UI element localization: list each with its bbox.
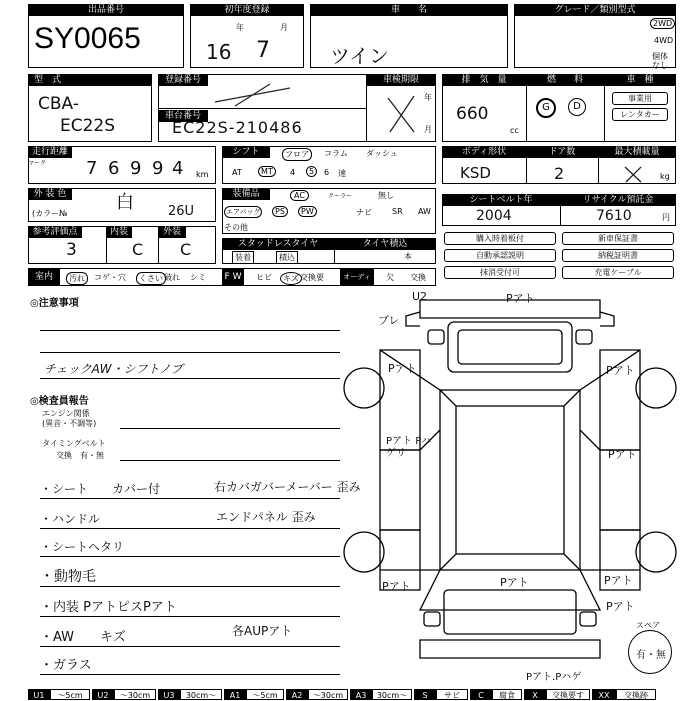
- interior-stain: シミ: [190, 273, 206, 282]
- inspect-x-mark: [384, 92, 418, 136]
- lot-label: 出品番号: [28, 4, 184, 16]
- interior-value: C: [132, 240, 144, 259]
- interior-tear: 破れ: [164, 273, 180, 282]
- reg-divider: [158, 108, 366, 109]
- name-label: 車 名: [310, 4, 508, 16]
- inspect-month: 月: [424, 125, 432, 134]
- cartype-business: 事業用: [612, 92, 668, 105]
- diag-label-top: Pアト: [506, 292, 535, 305]
- report-line-1: ・シート カバー付: [40, 482, 161, 496]
- cartype-rental: レンタカー: [612, 108, 668, 121]
- shift-mt: MT: [258, 166, 276, 177]
- shift-column: コラム: [324, 149, 348, 158]
- report-rule-1: [40, 498, 340, 499]
- equip-ps: PS: [272, 206, 288, 217]
- mileage-digit-3: 9: [130, 158, 142, 179]
- fuel-label: 燃 料: [526, 74, 604, 86]
- year-value: 16: [206, 40, 232, 64]
- score-value: 3: [66, 240, 77, 260]
- mileage-digit-4: 9: [152, 158, 164, 179]
- month-value: 7: [256, 38, 270, 63]
- type-line1: CBA-: [38, 94, 79, 114]
- mark-label: マーク: [28, 160, 47, 167]
- fw-scratch: キズ: [280, 272, 302, 285]
- shift-5: 5: [306, 166, 317, 177]
- equip-airbag: エアバッグ: [226, 208, 261, 216]
- shift-at: AT: [232, 168, 242, 177]
- first-reg-label: 初年度登録: [190, 4, 304, 16]
- cartype-label: 車 種: [604, 74, 676, 86]
- footer-val-a3: 30cm〜: [372, 689, 412, 700]
- footer-key-c: C: [470, 689, 492, 700]
- report-line-3: ・シートヘタリ: [40, 540, 125, 554]
- exterior-value: C: [180, 240, 192, 259]
- interior-dirt: 汚れ: [66, 272, 88, 285]
- drive-none: 個体なし: [652, 52, 668, 70]
- footer-key-u3: U3: [158, 689, 180, 700]
- report-line-6: ・AW キズ: [40, 630, 126, 645]
- inspect-label: 車検期限: [366, 74, 436, 86]
- interior-label: 内装: [106, 226, 132, 238]
- diag-label-right-rear2: Pアト: [606, 600, 635, 613]
- mileage-digit-2: 6: [108, 158, 120, 179]
- diag-label-left-mid: Pアト Pハゲリ: [386, 436, 432, 459]
- mileage-unit: km: [196, 170, 209, 179]
- fw-replace: 交換要: [300, 273, 324, 282]
- chassis-value: EC22S-210486: [172, 118, 303, 137]
- spare-value: 有・無: [636, 650, 666, 661]
- recycle-unit: 円: [662, 213, 670, 222]
- caution-line-3: [40, 378, 340, 379]
- equip-cooler: クーラー: [328, 193, 353, 200]
- doors-value: 2: [554, 164, 565, 183]
- report-rule-6: [40, 646, 340, 647]
- footer-val-a2: 〜30cm: [308, 689, 348, 700]
- year-label: 年: [236, 23, 244, 32]
- doc-tax-cert: 納税証明書: [562, 249, 674, 262]
- color-label: 外 装 色: [28, 188, 72, 200]
- doc-purchase-plate: 購入時着板付: [444, 232, 556, 245]
- right-note-2: エンドパネル 歪み: [216, 510, 316, 524]
- fw-label: F W: [222, 268, 244, 286]
- footer-val-u3: 30cm〜: [180, 689, 222, 700]
- recycle-label: リサイクル預託金: [560, 194, 676, 206]
- mileage-digit-1: 7: [86, 158, 98, 179]
- right-note-1: 右カバガバーメーバー 歪み: [214, 480, 361, 494]
- audio-replace: 交換: [410, 273, 426, 282]
- equip-navi: ナビ: [356, 208, 372, 217]
- inspect-year: 年: [424, 93, 432, 102]
- footer-val-s: サビ: [436, 689, 468, 700]
- caution-line-2: [40, 352, 340, 353]
- shift-dash: ダッシュ: [366, 149, 398, 158]
- lot-number: SY0065: [34, 22, 141, 55]
- report-rule-3: [40, 556, 340, 557]
- shift-label: シフト: [222, 146, 270, 158]
- footer-val-a1: 〜5cm: [246, 689, 284, 700]
- shift-6: 6: [324, 168, 330, 177]
- equip-none: 無し: [378, 191, 394, 200]
- color-value: 白: [116, 192, 134, 213]
- color-code-label: (カラー№: [32, 209, 68, 218]
- audio-label: オーディオ: [340, 268, 374, 286]
- engine-sub: (異音・不調等): [42, 419, 97, 428]
- capacity-unit: kg: [660, 172, 670, 181]
- footer-val-xx: 交換跡: [616, 689, 656, 700]
- score-label: 参考評価点: [28, 226, 82, 238]
- doc-new-warranty: 新車保証書: [562, 232, 674, 245]
- equip-label: 装備品: [222, 188, 270, 200]
- diag-label-left-front: Pアト: [388, 362, 417, 375]
- report-rule-2: [40, 528, 340, 529]
- mileage-digit-5: 4: [172, 158, 184, 179]
- right-note-3: 各AUPアト: [232, 624, 293, 638]
- color-code-value: 26U: [168, 204, 195, 219]
- reg-no-label: 登録番号: [158, 74, 208, 86]
- inspect-divider: [366, 74, 367, 142]
- diag-label-rear-center: Pアト: [500, 576, 529, 589]
- tire-unit: 本: [404, 252, 412, 261]
- fuel-g: G: [536, 98, 556, 118]
- interior-burn: コゲ・穴: [94, 273, 126, 282]
- name-value: ツイン: [330, 44, 389, 68]
- engine-label: エンジン関係: [42, 409, 90, 418]
- report-line-5: ・内装 PアトピスPアト: [40, 600, 177, 615]
- diag-label-bottom: Pアト.Pハゲ: [526, 672, 582, 683]
- inspector-title: ◎検査員報告: [30, 396, 89, 407]
- footer-val-u1: 〜5cm: [50, 689, 90, 700]
- drive-2wd: 2WD: [650, 18, 675, 29]
- equip-sr: SR: [392, 207, 403, 216]
- disp-label: 排 気 量: [442, 74, 526, 86]
- footer-key-xx: XX: [592, 689, 616, 700]
- footer-key-u2: U2: [92, 689, 114, 700]
- disp-value: 660: [456, 104, 489, 124]
- caution-title: ◎注意事項: [30, 298, 79, 309]
- report-rule-7: [40, 674, 340, 675]
- doc-charge-cable: 充電ケーブル: [562, 266, 674, 279]
- stud-label: スタッドレスタイヤ: [222, 238, 334, 250]
- body-value: KSD: [460, 164, 491, 182]
- body-label: ボディ形状: [442, 146, 526, 158]
- diag-label-right-front: Pアト: [606, 364, 635, 377]
- footer-val-u2: 〜30cm: [114, 689, 156, 700]
- report-rule-5: [40, 616, 340, 617]
- tire-label: タイヤ積込: [334, 238, 436, 250]
- doors-label: ドア数: [526, 146, 598, 158]
- shift-floor: フロア: [282, 148, 312, 161]
- audio-missing: 欠: [386, 273, 394, 282]
- interior-smell: くさい: [136, 272, 166, 285]
- equip-ac: AC: [290, 190, 309, 201]
- diag-label-left-rear: Pアト: [382, 580, 411, 593]
- belt-value: 2004: [476, 208, 512, 224]
- mileage-label: 走行距離: [28, 146, 72, 158]
- doc-cancel-accept: 抹消受付可: [444, 266, 556, 279]
- report-line-7: ・ガラス: [40, 658, 92, 673]
- shift-4: 4: [290, 168, 296, 177]
- footer-key-a3: A3: [350, 689, 372, 700]
- interior-row-label: 室内: [28, 268, 60, 286]
- timing-line: [120, 460, 340, 461]
- capacity-label: 最大積載量: [598, 146, 676, 158]
- report-line-4: ・動物毛: [40, 569, 96, 585]
- equip-pw: PW: [298, 206, 317, 217]
- caution-line-1: [40, 330, 340, 331]
- type-line2: EC22S: [60, 116, 116, 136]
- month-label: 月: [280, 23, 288, 32]
- footer-key-a1: A1: [224, 689, 246, 700]
- fuel-d: D: [568, 98, 586, 116]
- report-line-2: ・ハンドル: [40, 512, 101, 526]
- footer-key-a2: A2: [286, 689, 308, 700]
- diag-label-bure: ブレ: [378, 314, 400, 327]
- grade-label: グレード／類別型式: [514, 4, 676, 16]
- footer-val-x: 交換要す: [546, 689, 590, 700]
- equip-aw: AW: [418, 207, 431, 216]
- belt-label: シートベルト年: [442, 194, 560, 206]
- chassis-label: 車台番号: [158, 110, 208, 122]
- disp-unit: cc: [510, 126, 519, 135]
- drive-4wd: 4WD: [654, 36, 674, 45]
- equip-other: その他: [224, 223, 248, 232]
- caution-text: チェックAW・シフトノブ: [44, 362, 183, 376]
- reg-strike-mark: [210, 80, 300, 110]
- diag-label-right-mid: Pアト: [608, 448, 637, 461]
- stud-mounted: 装着: [232, 251, 254, 264]
- spare-label: スペア: [636, 621, 660, 630]
- footer-key-s: S: [414, 689, 436, 700]
- footer-val-c: 腐食: [492, 689, 522, 700]
- footer-key-u1: U1: [28, 689, 50, 700]
- engine-line: [120, 428, 340, 429]
- timing-sub: 交換 有・無: [56, 451, 104, 460]
- doc-auto-approve: 自動承認説明: [444, 249, 556, 262]
- type-label: 型 式: [28, 74, 152, 86]
- diag-label-right-rear: Pアト: [604, 574, 633, 587]
- fw-crack: ヒビ: [256, 273, 272, 282]
- recycle-value: 7610: [596, 208, 632, 224]
- stud-loaded: 積込: [276, 251, 298, 264]
- timing-label: タイミングベルト: [42, 439, 106, 448]
- exterior-label: 外装: [158, 226, 186, 238]
- report-rule-4: [40, 586, 340, 587]
- diag-label-u2: U2: [412, 290, 428, 303]
- footer-key-x: X: [524, 689, 546, 700]
- shift-speed: 速: [338, 169, 346, 178]
- capacity-x-mark: [622, 164, 644, 184]
